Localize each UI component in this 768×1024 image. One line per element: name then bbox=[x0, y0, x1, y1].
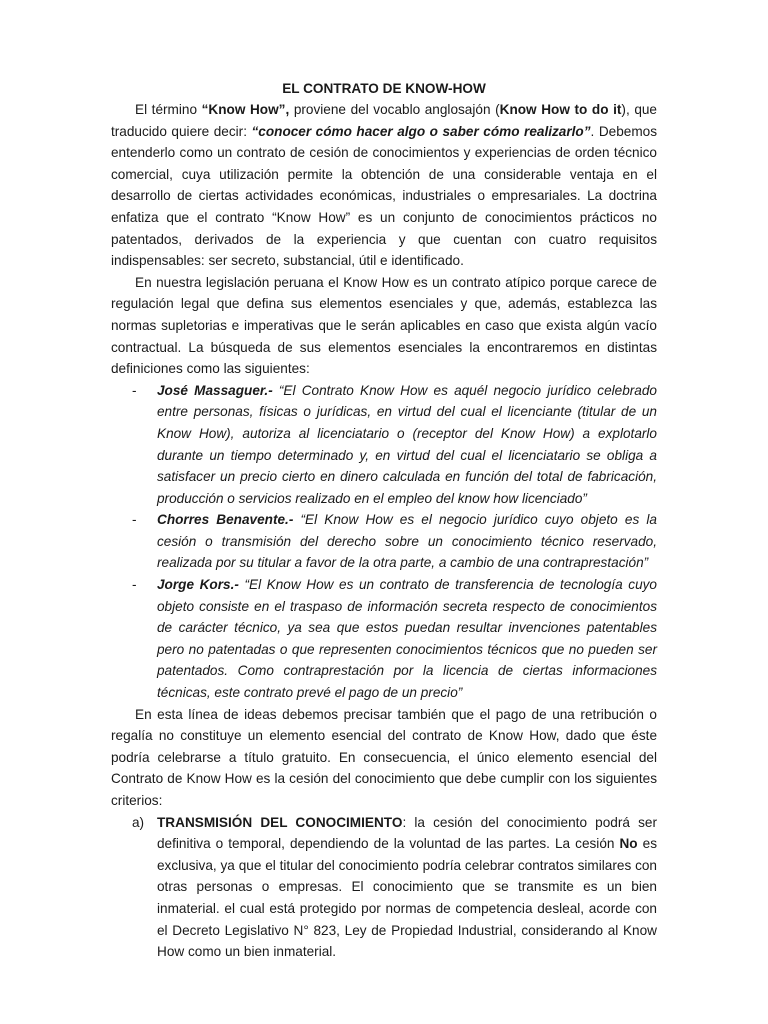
intro-bold-origin: Know How to do it bbox=[499, 102, 622, 117]
definition-author: José Massaguer.- bbox=[157, 382, 273, 398]
intro-bold-italic-translation: “conocer cómo hacer algo o saber cómo realizarlo” bbox=[251, 123, 591, 139]
paragraph-retribution: En esta línea de ideas debemos precisar también que el pago de una retribución o regalía no constituye un elemento esencial del contrato de Know How, dado que éste podría celebrarse a título gratuito. En consecuencia, el único elemento esencial del Contrato de Know How es la cesión del conocimiento que debe cumplir con los siguientes criterios: bbox=[111, 706, 657, 808]
paragraph-intro bbox=[111, 99, 657, 272]
document-title: EL CONTRATO DE KNOW-HOW bbox=[282, 81, 486, 96]
definition-author: Jorge Kors.- bbox=[157, 577, 239, 593]
criteria-heading: TRANSMISIÓN DEL CONOCIMIENTO bbox=[157, 814, 403, 830]
intro-text-2: proviene del vocablo anglosajón ( bbox=[289, 102, 500, 117]
criteria-list bbox=[111, 812, 657, 963]
list-dash: - bbox=[132, 512, 137, 528]
criteria-bold-no: No bbox=[619, 836, 638, 852]
definition-item bbox=[132, 509, 657, 574]
definition-text: “El Know How es un contrato de transferencia de tecnología cuyo objeto consiste en el traspaso de información secreta respecto de conocimientos de carácter técnico, ya sea que estos puedan resultar invenciones patentables pero no patentadas o que representen conocimientos técnicos que no pueden ser patentados. Como contraprestación por la licencia de ciertas informaciones técnicas, este contrato prevé el pago de un precio” bbox=[157, 577, 657, 701]
intro-bold-know-how: “Know How”, bbox=[201, 102, 290, 117]
intro-text-1: El término bbox=[135, 102, 202, 117]
criteria-marker: a) bbox=[132, 814, 145, 830]
intro-text-4: . Debemos entenderlo como un contrato de cesión de conocimientos y experiencias de orden técnico comercial, cuya utilización permite la obtención de una considerable ventaja en el desarrollo de ciertas actividades económicas, industriales o empresariales. La doctrina enfatiza que el contrato “Know How” es un conjunto de conocimientos prácticos no patentados, derivados de la experiencia y que cuentan con cuatro requisitos indispensables: ser secreto, substancial, útil e identificado. bbox=[111, 123, 657, 269]
definitions-list bbox=[111, 380, 657, 704]
intro-text-3: ), que traducido quiere decir: bbox=[111, 102, 657, 139]
criteria-item bbox=[132, 812, 658, 963]
definition-author: Chorres Benavente.- bbox=[157, 512, 294, 528]
paragraph-legislation: En nuestra legislación peruana el Know How es un contrato atípico porque carece de regulación legal que defina sus elementos esenciales y que, además, establezca las normas supletorias e imperativas que le serán aplicables en caso que exista algún vacío contractual. La búsqueda de sus elementos esenciales la encontraremos en distintas definiciones como las siguientes: bbox=[111, 274, 657, 377]
list-dash: - bbox=[132, 382, 137, 398]
list-dash: - bbox=[132, 577, 137, 593]
criteria-text-1: : la cesión del conocimiento podrá ser definitiva o temporal, dependiendo de la voluntad de las partes. La cesión bbox=[157, 814, 657, 852]
definition-item bbox=[132, 574, 657, 704]
criteria-text-2: es exclusiva, ya que el titular del conocimiento podría celebrar contratos similares con otras personas o empresas. El conocimiento que se transmite es un bien inmaterial. el cual está protegido por normas de competencia desleal, acorde con el Decreto Legislativo N° 823, Ley de Propiedad Industrial, considerando al Know How como un bien inmaterial. bbox=[157, 836, 658, 960]
definition-item bbox=[132, 380, 657, 510]
definition-text: “El Contrato Know How es aquél negocio jurídico celebrado entre personas, físicas o jurídicas, en virtud del cual el licenciante (titular de un Know How), autoriza al licenciatario o (receptor del Know How) a explotarlo durante un tiempo determinado y, en virtud del cual el licenciatario se obliga a satisfacer un precio cierto en dinero calculada en función del total de fabricación, producción o servicios realizado en el empleo del know how licenciado” bbox=[157, 382, 657, 506]
definition-text: “El Know How es el negocio jurídico cuyo objeto es la cesión o transmisión del derecho sobre un conocimiento técnico reservado, realizada por su titular a favor de la otra parte, a cambio de una contraprestación” bbox=[157, 512, 657, 571]
